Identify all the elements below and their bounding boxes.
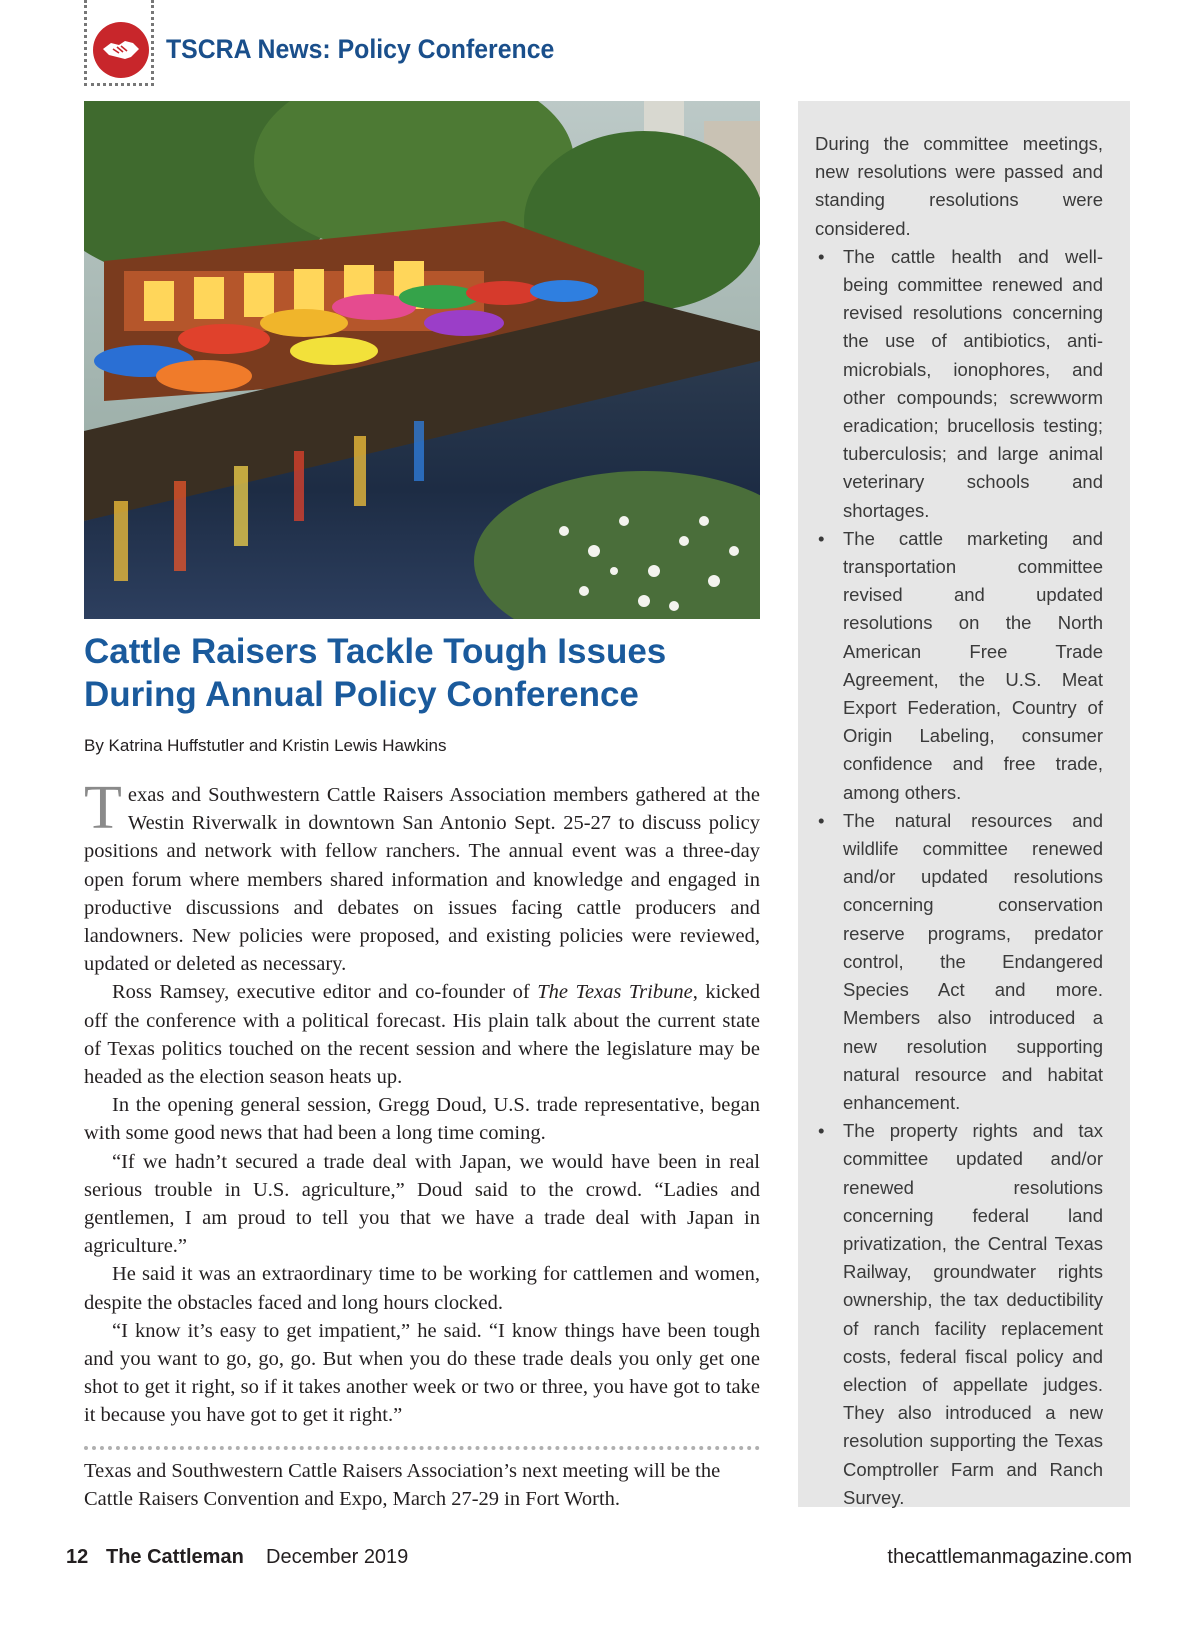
- article-body: [84, 774, 760, 1430]
- headline-line-2: During Annual Policy Conference: [84, 675, 639, 714]
- next-meeting-note: Texas and Southwestern Cattle Raisers Association’s next meeting will be the Cattle Raisers Convention and Expo, March 27-29 in Fort Worth.: [84, 1460, 721, 1511]
- list-item-text: The property rights and tax committee updated and/or renewed resolutions concerning federal land privatization, the Central Texas Railway, groundwater rights ownership, the tax deductibility of ranch facility replacement costs, federal fiscal policy and election of appellate judges. They also introduced a new resolution supporting the Texas Comptroller Farm and Ranch Survey.: [843, 1120, 1103, 1508]
- bullet: •: [818, 809, 825, 831]
- list-item-text: The natural resources and wildlife committee renewed and/or updated resolutions concerning conservation reserve programs, predator control, the Endangered Species Act and more. Members also introduced a new resolution supporting natural resource and habitat enhancement.: [843, 809, 1103, 1113]
- logo-frame: [84, 0, 154, 86]
- publication-title: The Texas Tribune: [537, 981, 693, 1004]
- list-item: [815, 807, 1103, 1117]
- list-item: [815, 243, 1103, 525]
- bullet: •: [818, 245, 825, 267]
- page-footer: [66, 1546, 1132, 1576]
- handshake-icon: [93, 22, 149, 78]
- paragraph-6: “I know it’s easy to get impatient,” he said. “I know things have been tough and you want to go, go, go. But when you do these trade deals you only get one shot to get it right, so if it takes another week or two or three, you have got to take it because you have got to get it right.”: [84, 1319, 760, 1427]
- byline: By Katrina Huffstutler and Kristin Lewis Hawkins: [84, 736, 447, 755]
- issue-date: December 2019: [266, 1546, 409, 1568]
- paragraph-2-text-b: , kicked off the conference with a political forecast. His plain talk about the current state of Texas politics touched on the recent session and where the legislature may be headed as the election season heats up.: [84, 981, 760, 1089]
- section-header: [84, 0, 644, 88]
- bullet: •: [818, 1120, 825, 1142]
- paragraph-4: “If we hadn’t secured a trade deal with Japan, we would have been in real serious trouble in U.S. agriculture,” Doud said to the crowd. “Ladies and gentlemen, I am proud to tell you that we have a trade deal with Japan in agriculture.”: [84, 1150, 760, 1258]
- riverwalk-photo: [84, 101, 760, 619]
- dotted-divider: [84, 1446, 760, 1450]
- section-title: TSCRA News: Policy Conference: [166, 34, 555, 64]
- headline-line-1: Cattle Raisers Tackle Tough Issues: [84, 632, 667, 671]
- paragraph-3: In the opening general session, Gregg Doud, U.S. trade representative, began with some good news that had been a long time coming.: [84, 1094, 760, 1145]
- list-item-text: The cattle marketing and transportation committee revised and updated resolutions on the North American Free Trade Agreement, the U.S. Meat Export Federation, Country of Origin Labeling, consumer confidence and free trade, among others.: [843, 527, 1103, 803]
- paragraph-2: [84, 978, 760, 1091]
- magazine-name: The Cattleman: [106, 1546, 244, 1568]
- resolution-list: [815, 243, 1103, 1512]
- article-headline: [84, 630, 760, 716]
- paragraph-1: [84, 774, 760, 978]
- paragraph-1-text: exas and Southwestern Cattle Raisers Association members gathered at the Westin Riverwalk in downtown San Antonio Sept. 25-27 to discuss policy positions and network with fellow ranchers. The annual event was a three-day open forum where members shared information and knowledge and engaged in productive discussions and debates on issues facing cattle producers and landowners. New policies were proposed, and existing policies were reviewed, updated or deleted as necessary.: [84, 784, 760, 976]
- list-item: [815, 525, 1103, 807]
- list-item-text: The cattle health and well-being committee renewed and revised resolutions concerning the use of antibiotics, anti-microbials, ionophores, and other compounds; screwworm eradication; brucellosis testing; tuberculosis; and large animal veterinary schools and shortages.: [843, 245, 1103, 521]
- page-number: 12: [66, 1546, 89, 1568]
- list-item: [815, 1117, 1103, 1512]
- bullet: •: [818, 527, 825, 549]
- sidebar-box: [798, 101, 1130, 1507]
- dropcap: T: [84, 774, 122, 842]
- sidebar-intro: During the committee meetings, new resolutions were passed and standing resolutions were considered.: [815, 133, 1103, 239]
- website-url: thecattlemanmagazine.com: [887, 1546, 1132, 1568]
- paragraph-2-text-a: Ross Ramsey, executive editor and co-founder of: [112, 981, 538, 1004]
- paragraph-5: He said it was an extraordinary time to be working for cattlemen and women, despite the obstacles faced and long hours clocked.: [84, 1263, 760, 1314]
